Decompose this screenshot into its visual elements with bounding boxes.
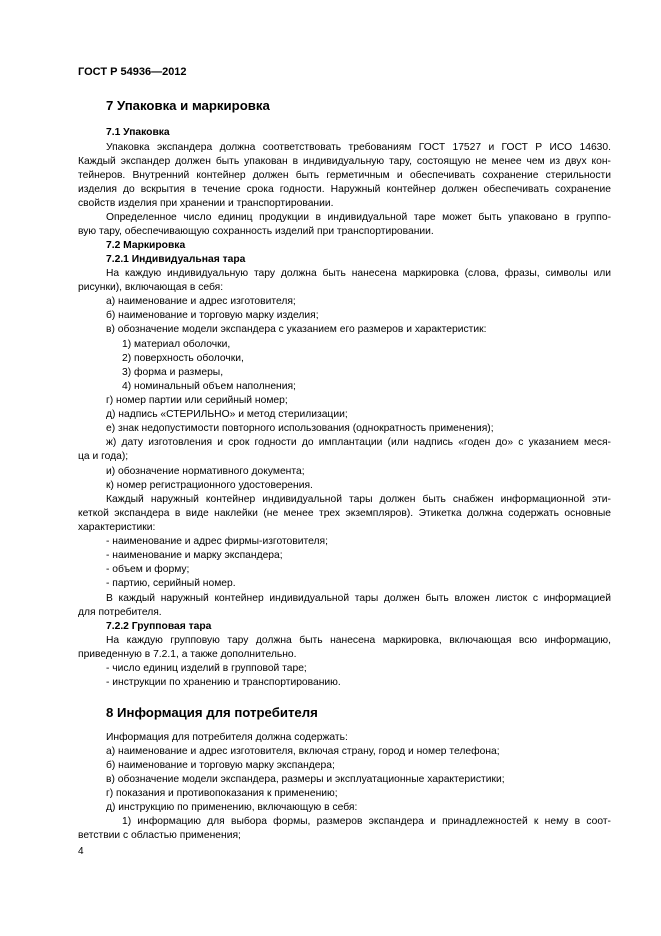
- text-line: Упаковка экспандера должна соответствовать требованиям ГОСТ 17527 и ГОСТ Р ИСО 14630.: [106, 142, 611, 153]
- list-item: г) номер партии или серийный номер;: [106, 395, 288, 406]
- document-code: ГОСТ Р 54936—2012: [78, 66, 187, 78]
- text-line: На каждую групповую тару должна быть нанесена маркировка, включающая всю информацию,: [106, 635, 611, 646]
- list-item: 1) информацию для выбора формы, размеров экспандера и принадлежностей к нему в соот-: [122, 816, 611, 827]
- text-line: изделия до вскрытия в течение срока годности. Наружный контейнер должен обеспечивать сохранение: [78, 184, 611, 195]
- text-line: рисунки), включающая в себя:: [78, 282, 224, 293]
- list-item: - инструкции по хранению и транспортированию.: [106, 677, 341, 688]
- list-item: а) наименование и адрес изготовителя;: [106, 296, 296, 307]
- text-line: Определенное число единиц продукции в индивидуальной таре может быть упаковано в группо-: [106, 212, 611, 223]
- text-line: Информация для потребителя должна содержать:: [106, 732, 348, 743]
- list-item: ж) дату изготовления и срок годности до имплантации (или надпись «годен до» с указанием меся-: [106, 437, 611, 448]
- list-item: и) обозначение нормативного документа;: [106, 466, 305, 477]
- text-line: свойств изделия при хранении и транспортировании.: [78, 198, 334, 209]
- text-line: для потребителя.: [78, 607, 162, 618]
- section-8-title: 8 Информация для потребителя: [106, 705, 318, 720]
- list-item: 1) материал оболочки,: [122, 339, 231, 350]
- list-item: г) показания и противопоказания к применению;: [106, 788, 338, 799]
- text-line: Каждый наружный контейнер индивидуальной тары должен быть снабжен информационной эти-: [106, 494, 611, 505]
- list-item: - объем и форму;: [106, 564, 190, 575]
- subsection-7-2-1-title: 7.2.1 Индивидуальная тара: [106, 254, 246, 265]
- section-7-title: 7 Упаковка и маркировка: [106, 98, 270, 113]
- list-item: - наименование и адрес фирмы-изготовителя;: [106, 536, 328, 547]
- list-item: б) наименование и торговую марку изделия;: [106, 310, 319, 321]
- list-item: к) номер регистрационного удостоверения.: [106, 480, 313, 491]
- list-item: д) инструкцию по применению, включающую в себя:: [106, 802, 358, 813]
- subsection-7-1-title: 7.1 Упаковка: [106, 127, 170, 138]
- text-line: кеткой экспандера в виде наклейки (не менее трех экземпляров). Этикетка должна содержать основные: [78, 508, 611, 519]
- list-item: 3) форма и размеры,: [122, 367, 224, 378]
- text-line: В каждый наружный контейнер индивидуальной тары должен быть вложен листок с информацией: [106, 593, 611, 604]
- list-item: ца и года);: [78, 451, 129, 462]
- list-item: в) обозначение модели экспандера, размеры и эксплуатационные характеристики;: [106, 774, 505, 785]
- list-item: б) наименование и торговую марку экспандера;: [106, 760, 335, 771]
- subsection-7-2-2-title: 7.2.2 Групповая тара: [106, 621, 212, 632]
- page-number: 4: [78, 846, 84, 857]
- text-line: характеристики:: [78, 522, 156, 533]
- text-line: тейнеров. Внутренний контейнер должен быть герметичным и обеспечивать сохранение стерильности: [78, 170, 611, 181]
- list-item: 4) номинальный объем наполнения;: [122, 381, 296, 392]
- subsection-7-2-title: 7.2 Маркировка: [106, 240, 186, 251]
- list-item: е) знак недопустимости повторного использования (однократность применения);: [106, 423, 494, 434]
- text-line: Каждый экспандер должен быть упакован в индивидуальную тару, состоящую не менее чем из двух кон-: [78, 156, 611, 167]
- text-line: На каждую индивидуальную тару должна быть нанесена маркировка (слова, фразы, символы или: [106, 268, 611, 279]
- text-line: вую тару, обеспечивающую сохранность изделий при транспортировании.: [78, 226, 434, 237]
- list-item: в) обозначение модели экспандера с указанием его размеров и характеристик:: [106, 324, 487, 335]
- list-item: а) наименование и адрес изготовителя, включая страну, город и номер телефона;: [106, 746, 500, 757]
- list-item: ветствии с областью применения;: [78, 830, 241, 841]
- list-item: - наименование и марку экспандера;: [106, 550, 283, 561]
- list-item: - партию, серийный номер.: [106, 578, 236, 589]
- list-item: 2) поверхность оболочки,: [122, 353, 244, 364]
- list-item: - число единиц изделий в групповой таре;: [106, 663, 307, 674]
- text-line: приведенную в 7.2.1, а также дополнительно.: [78, 649, 297, 660]
- list-item: д) надпись «СТЕРИЛЬНО» и метод стерилизации;: [106, 409, 348, 420]
